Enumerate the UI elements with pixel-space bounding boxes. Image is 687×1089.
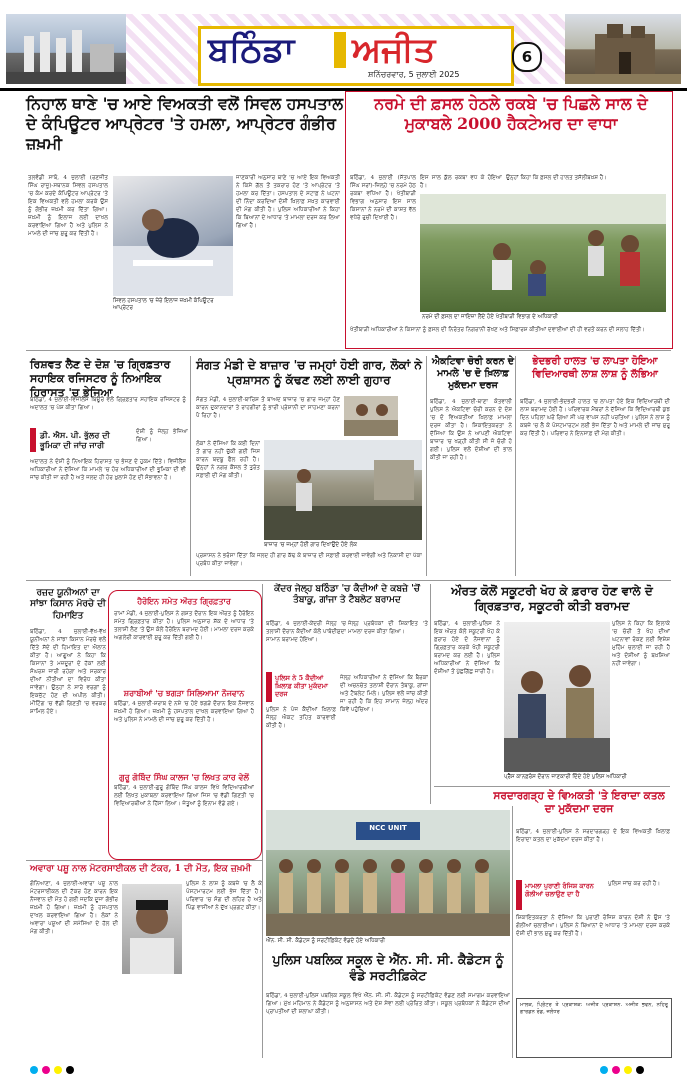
story9-body-left: ਪੁਲਿਸ ਨੇ ਪੰਜ ਕੈਦੀਆਂ ਖ਼ਿਲਾਫ਼ ਜੇਲ੍ਹ ਐਕਟ ਤਹਿਤ ਕਾਰਵਾਈ ਕੀਤੀ ਹੈ।	[266, 707, 336, 729]
col-divider-5	[430, 584, 431, 804]
cyan-mark	[30, 1066, 38, 1074]
story2-caption: ਨਰਮੇ ਦੀ ਫ਼ਸਲ ਦਾ ਜਾਇਜ਼ਾ ਲੈਂਦੇ ਹੋਏ ਖੇਤੀਬਾੜੀ ਵਿਭਾਗ ਦੇ ਅਧਿਕਾਰੀ	[422, 314, 558, 320]
story2-headline: ਨਰਮੇ ਦੀ ਫ਼ਸਲ ਹੇਠਲੇ ਰਕਬੇ 'ਚ ਪਿਛਲੇ ਸਾਲ ਦੇ ਮੁਕਾਬਲੇ 2000 ਹੈਕਟੇਅਰ ਦਾ ਵਾਧਾ	[374, 94, 648, 133]
power-plant-icon	[6, 14, 126, 84]
story13-headline: ਪੁਲਿਸ ਪਬਲਿਕ ਸਕੂਲ ਦੇ ਐੱਨ. ਸੀ. ਸੀ. ਕੈਡੇਟਸ ਨੂੰ ਵੰਡੇ ਸਰਟੀਫ਼ਿਕੇਟ	[272, 952, 504, 983]
masthead-photo-fort	[565, 14, 681, 84]
story8-body-1: ਰਾਮਾਂ ਮੰਡੀ, 4 ਜੁਲਾਈ-ਪੁਲਿਸ ਨੇ ਗਸ਼ਤ ਦੌਰਾਨ ਇਕ ਔਰਤ ਨੂੰ ਹੈਰੋਇਨ ਸਮੇਤ ਗ੍ਰਿਫ਼ਤਾਰ ਕੀਤਾ ਹੈ। ਪੁਲਿਸ ਅਨੁਸਾਰ ਸ਼ੱਕ ਦੇ ਆਧਾਰ 'ਤੇ ਤਲਾਸ਼ੀ ਲੈਣ 'ਤੇ ਉਸ ਕੋਲੋਂ ਹੈਰੋਇਨ ਬਰਾਮਦ ਹੋਈ। ਮਾਮਲਾ ਦਰਜ ਕਰਕੇ ਅਗਲੇਰੀ ਕਾਰਵਾਈ ਸ਼ੁਰੂ ਕਰ ਦਿੱਤੀ ਗਈ ਹੈ।	[114, 611, 254, 641]
story3-lead: ਬਠਿੰਡਾ, 4 ਜੁਲਾਈ-ਵਿਜੀਲੈਂਸ ਬਿਊਰੋ ਵਲੋਂ ਗ੍ਰਿਫ਼ਤਾਰ ਸਹਾਇਕ ਰਜਿਸਟਰ ਨੂੰ ਅਦਾਲਤ 'ਚ ਪੇਸ਼ ਕੀਤਾ ਗਿਆ।	[30, 397, 186, 411]
masthead-title-paper: ਅਜੀਤ	[352, 30, 436, 70]
magenta-mark-right	[612, 1066, 620, 1074]
story1-column-2: ਜਾਣਕਾਰੀ ਅਨੁਸਾਰ ਥਾਣੇ 'ਚ ਆਏ ਇਕ ਵਿਅਕਤੀ ਨੇ ਕਿਸੇ ਗੱਲ ਤੋਂ ਤਕਰਾਰ ਹੋਣ 'ਤੇ ਆਪ੍ਰੇਟਰ 'ਤੇ ਹਮਲਾ ਕਰ ਦਿੱਤਾ। ਹਸਪਤਾਲ ਦੇ ਸਟਾਫ਼ ਨੇ ਘਟਨਾ ਦੀ ਨਿੰਦਾ ਕਰਦਿਆਂ ਦੋਸ਼ੀ ਖ਼ਿਲਾਫ਼ ਸਖ਼ਤ ਕਾਰਵਾਈ ਦੀ ਮੰਗ ਕੀਤੀ ਹੈ। ਪੁਲਿਸ ਅਧਿਕਾਰੀਆਂ ਨੇ ਕਿਹਾ ਕਿ ਬਿਆਨਾਂ ਦੇ ਆਧਾਰ 'ਤੇ ਮਾਮਲਾ ਦਰਜ ਕਰ ਲਿਆ ਗਿਆ ਹੈ।	[236, 175, 340, 229]
story6-body: ਬਠਿੰਡਾ, 4 ਜੁਲਾਈ-ਭੇਦਭਰੀ ਹਾਲਤ 'ਚ ਲਾਪਤਾ ਹੋਏ ਇਕ ਵਿਦਿਆਰਥੀ ਦੀ ਲਾਸ਼ ਬਰਾਮਦ ਹੋਈ ਹੈ। ਪਰਿਵਾਰਕ ਮੈਂਬਰਾਂ ਨੇ ਦੱਸਿਆ ਕਿ ਵਿਦਿਆਰਥੀ ਕੁਝ ਦਿਨ ਪਹਿਲਾਂ ਘਰੋਂ ਗਿਆ ਸੀ ਪਰ ਵਾਪਸ ਨਹੀਂ ਪਰਤਿਆ। ਪੁਲਿਸ ਨੇ ਲਾਸ਼ ਨੂੰ ਕਬਜ਼ੇ 'ਚ ਲੈ ਕੇ ਪੋਸਟਮਾਰਟਮ ਲਈ ਭੇਜ ਦਿੱਤਾ ਹੈ ਅਤੇ ਮਾਮਲੇ ਦੀ ਜਾਂਚ ਸ਼ੁਰੂ ਕਰ ਦਿੱਤੀ ਹੈ। ਪਰਿਵਾਰ ਨੇ ਇਨਸਾਫ਼ ਦੀ ਮੰਗ ਕੀਤੀ।	[520, 399, 670, 437]
story8-headline: ਹੈਰੋਇਨ ਸਮੇਤ ਔਰਤ ਗ੍ਰਿਫ਼ਤਾਰ	[137, 596, 231, 606]
yellow-mark-right	[624, 1066, 632, 1074]
story9-headline: ਕੇਂਦਰ ਜੇਲ੍ਹ ਬਠਿੰਡਾ 'ਚ ਕੈਦੀਆਂ ਦੇ ਕਬਜ਼ੇ 'ਚੋਂ ਤੰਬਾਕੂ, ਗਾਂਜਾ ਤੇ ਟੈਬਲੇਟ ਬਰਾਮਦ	[274, 584, 420, 606]
story9-lead: ਬਠਿੰਡਾ, 4 ਜੁਲਾਈ-ਕੇਂਦਰੀ ਜੇਲ੍ਹ 'ਚ ਤਲਾਸ਼ੀ ਦੌਰਾਨ ਕੈਦੀਆਂ ਕੋਲੋਂ ਪਾਬੰਦੀਸ਼ੁਦਾ ਸਾਮਾਨ ਬਰਾਮਦ ਹੋਇਆ।	[266, 621, 346, 643]
story3-headline: ਰਿਸ਼ਵਤ ਲੈਣ ਦੇ ਦੋਸ਼ 'ਚ ਗ੍ਰਿਫ਼ਤਾਰ ਸਹਾਇਕ ਰਜਿਸਟਰ ਨੂੰ ਨਿਆਇਕ ਹਿਰਾਸਤ 'ਚ ਭੇਜਿਆ	[30, 358, 171, 399]
patient-photo-icon	[113, 176, 233, 296]
story10-caption: ਪ੍ਰੈੱਸ ਕਾਨਫ਼ਰੰਸ ਦੌਰਾਨ ਜਾਣਕਾਰੀ ਦਿੰਦੇ ਹੋਏ ਪੁਲਿਸ ਅਧਿਕਾਰੀ	[504, 774, 627, 780]
story4-body-left: ਲੋਕਾਂ ਨੇ ਦੱਸਿਆ ਕਿ ਕਈ ਦਿਨਾਂ ਤੋਂ ਗਾਰ ਨਹੀਂ ਚੁੱਕੀ ਗਈ ਜਿਸ ਕਾਰਨ ਬਦਬੂ ਫੈਲ ਰਹੀ ਹੈ। ਉਨ੍ਹਾਂ ਨੇ ਨਗਰ ਕੌਂਸਲ ਤੋਂ ਤੁਰੰਤ ਸਫ਼ਾਈ ਦੀ ਮੰਗ ਕੀਤੀ।	[196, 441, 260, 479]
row1-divider	[26, 350, 671, 351]
story8-sub3: ਗੁਰੂ ਗੋਬਿੰਦ ਸਿੰਘ ਕਾਲਜ 'ਚ ਲਿਖਤ ਕਾਰ ਵੇਲੋਂ	[119, 772, 249, 782]
magenta-mark	[42, 1066, 50, 1074]
story3-side-text: ਦੋਸ਼ੀ ਨੂੰ ਜੇਲ੍ਹ ਭੇਜਿਆ ਗਿਆ।	[136, 429, 188, 443]
story1-caption: ਸਿਵਲ ਹਸਪਤਾਲ 'ਚ ਜ਼ੇਰੇ ਇਲਾਜ ਜ਼ਖ਼ਮੀ ਕੰਪਿਊਟਰ ਆਪ੍ਰੇਟਰ	[113, 298, 214, 311]
col-divider-4	[262, 584, 263, 1058]
masthead	[0, 12, 687, 91]
fort-icon	[565, 14, 681, 84]
black-mark	[66, 1066, 74, 1074]
story11-subhead-box	[516, 880, 610, 910]
masthead-divider	[334, 32, 346, 68]
imprint-box	[516, 998, 672, 1058]
story10-photo-police	[504, 622, 610, 772]
imprint-text: ਮਾਲਕ, ਪ੍ਰਿੰਟਰ ਤੇ ਪ੍ਰਕਾਸ਼ਕ: ਅਜੀਤ ਪ੍ਰਕਾਸ਼ਨ. ਅਜੀਤ ਭਵਨ, ਨਹਿਰੂ ਗਾਰਡਨ ਰੋਡ, ਜਲੰਧਰ	[520, 1002, 668, 1015]
story7-body: ਬਠਿੰਡਾ, 4 ਜੁਲਾਈ-ਵੱਖ-ਵੱਖ ਯੂਨੀਅਨਾਂ ਨੇ ਸਾਂਝਾ ਕਿਸਾਨ ਮੋਰਚੇ ਵਲੋਂ ਦਿੱਤੇ ਸੱਦੇ ਦੀ ਹਿਮਾਇਤ ਦਾ ਐਲਾਨ ਕੀਤਾ ਹੈ। ਆਗੂਆਂ ਨੇ ਕਿਹਾ ਕਿ ਕਿਸਾਨਾਂ ਤੇ ਮਜ਼ਦੂਰਾਂ ਦੇ ਹੱਕਾਂ ਲਈ ਸੰਘਰਸ਼ ਜਾਰੀ ਰਹੇਗਾ ਅਤੇ ਸਰਕਾਰ ਦੀਆਂ ਨੀਤੀਆਂ ਦਾ ਵਿਰੋਧ ਕੀਤਾ ਜਾਵੇਗਾ। ਉਨ੍ਹਾਂ ਨੇ ਸਾਰੇ ਵਰਗਾਂ ਨੂੰ ਇਕਜੁੱਟ ਹੋਣ ਦੀ ਅਪੀਲ ਕੀਤੀ। ਮੀਟਿੰਗ 'ਚ ਵੱਡੀ ਗਿਣਤੀ 'ਚ ਵਰਕਰ ਸ਼ਾਮਿਲ ਹੋਏ।	[30, 629, 106, 715]
story1-photo-patient	[113, 176, 233, 296]
story2-bottom-text: ਖੇਤੀਬਾੜੀ ਅਧਿਕਾਰੀਆਂ ਨੇ ਕਿਸਾਨਾਂ ਨੂੰ ਫ਼ਸਲ ਦੀ ਨਿਰੰਤਰ ਨਿਗਰਾਨੀ ਰੱਖਣ ਅਤੇ ਸਿਫ਼ਾਰਸ਼ ਕੀਤੀਆਂ ਦਵਾਈਆਂ ਦੀ ਹੀ ਵਰਤੋਂ ਕਰਨ ਦੀ ਸਲਾਹ ਦਿੱਤੀ।	[350, 327, 645, 333]
story11-side: ਪੁਲਿਸ ਜਾਂਚ ਕਰ ਰਹੀ ਹੈ।	[608, 881, 661, 887]
story9-subhead-box	[266, 672, 342, 702]
story5-body: ਬਠਿੰਡਾ, 4 ਜੁਲਾਈ-ਥਾਣਾ ਕੋਤਵਾਲੀ ਪੁਲਿਸ ਨੇ ਐਕਟਿਵਾ ਚੋਰੀ ਕਰਨ ਦੇ ਦੋਸ਼ 'ਚ ਦੋ ਵਿਅਕਤੀਆਂ ਖ਼ਿਲਾਫ਼ ਮਾਮਲਾ ਦਰਜ ਕੀਤਾ ਹੈ। ਸ਼ਿਕਾਇਤਕਰਤਾ ਨੇ ਦੱਸਿਆ ਕਿ ਉਸ ਨੇ ਆਪਣੀ ਐਕਟਿਵਾ ਬਾਜ਼ਾਰ 'ਚ ਖੜ੍ਹੀ ਕੀਤੀ ਸੀ ਜੋ ਚੋਰੀ ਹੋ ਗਈ। ਪੁਲਿਸ ਵਲੋਂ ਦੋਸ਼ੀਆਂ ਦੀ ਭਾਲ ਕੀਤੀ ਜਾ ਰਹੀ ਹੈ।	[430, 399, 512, 461]
cotton-field-photo-icon	[420, 194, 666, 312]
story13-photo-ncc	[266, 810, 510, 936]
story2-photo-cotton-field	[420, 194, 666, 312]
page-number-badge: 6	[512, 42, 542, 72]
story6-headline: ਭੇਦਭਰੀ ਹਾਲਤ 'ਚ ਲਾਪਤਾ ਹੋਇਆ ਵਿਦਿਆਰਥੀ ਲਾਸ਼ ਲਾਸ਼ ਨੂੰ ਲੱਭਿਆ	[532, 356, 658, 380]
story4-body-bottom: ਪ੍ਰਸ਼ਾਸਨ ਨੇ ਭਰੋਸਾ ਦਿੱਤਾ ਕਿ ਜਲਦ ਹੀ ਗਾਰ ਕੱਢ ਕੇ ਬਾਜ਼ਾਰ ਦੀ ਸਫ਼ਾਈ ਕਰਵਾਈ ਜਾਵੇਗੀ ਅਤੇ ਨਿਕਾਸੀ ਦਾ ਪੱਕਾ ਪ੍ਰਬੰਧ ਕੀਤਾ ਜਾਵੇਗਾ।	[196, 553, 422, 567]
story10-body-left: ਬਠਿੰਡਾ, 4 ਜੁਲਾਈ-ਪੁਲਿਸ ਨੇ ਇਕ ਔਰਤ ਕੋਲੋਂ ਸਕੂਟਰੀ ਖੋਹ ਕੇ ਫ਼ਰਾਰ ਹੋਏ ਦੋ ਨੌਜਵਾਨਾਂ ਨੂੰ ਗ੍ਰਿਫ਼ਤਾਰ ਕਰਕੇ ਖੋਹੀ ਸਕੂਟਰੀ ਬਰਾਮਦ ਕਰ ਲਈ ਹੈ। ਪੁਲਿਸ ਅਧਿਕਾਰੀਆਂ ਨੇ ਦੱਸਿਆ ਕਿ ਦੋਸ਼ੀਆਂ ਤੋਂ ਪੁੱਛਗਿੱਛ ਜਾਰੀ ਹੈ।	[434, 621, 500, 675]
story9-subhead: ਪੁਲਿਸ ਨੇ 5 ਕੈਦੀਆਂ ਖ਼ਿਲਾਫ਼ ਕੀਤਾ ਮੁਕੱਦਮਾ ਦਰਜ	[275, 674, 328, 699]
story5-headline: ਐਕਟਿਵਾ ਚੋਰੀ ਕਰਨ ਦੇ ਮਾਮਲੇ 'ਚ ਦੋ ਖ਼ਿਲਾਫ਼ ਮੁਕੱਦਮਾ ਦਰਜ	[431, 356, 515, 391]
story12-photo-victim	[122, 884, 182, 974]
story8-body-2: ਬਠਿੰਡਾ, 4 ਜੁਲਾਈ-ਸ਼ਰਾਬ ਦੇ ਨਸ਼ੇ 'ਚ ਹੋਏ ਝਗੜੇ ਦੌਰਾਨ ਇਕ ਨੌਜਵਾਨ ਜ਼ਖ਼ਮੀ ਹੋ ਗਿਆ। ਜ਼ਖ਼ਮੀ ਨੂੰ ਹਸਪਤਾਲ ਦਾਖਲ ਕਰਵਾਇਆ ਗਿਆ ਹੈ ਅਤੇ ਪੁਲਿਸ ਨੇ ਮਾਮਲੇ ਦੀ ਜਾਂਚ ਸ਼ੁਰੂ ਕਰ ਦਿੱਤੀ ਹੈ।	[114, 701, 254, 723]
story12-body-right: ਪੁਲਿਸ ਨੇ ਲਾਸ਼ ਨੂੰ ਕਬਜ਼ੇ 'ਚ ਲੈ ਕੇ ਪੋਸਟਮਾਰਟਮ ਲਈ ਭੇਜ ਦਿੱਤਾ ਹੈ। ਪਰਿਵਾਰ 'ਚ ਸੋਗ ਦੀ ਲਹਿਰ ਹੈ ਅਤੇ ਪਿੰਡ ਵਾਸੀਆਂ ਨੇ ਦੁੱਖ ਪ੍ਰਗਟ ਕੀਤਾ।	[186, 881, 262, 911]
col-divider-6	[512, 806, 513, 1058]
masthead-date: ਸ਼ਨਿੱਚਰਵਾਰ, 5 ਜੁਲਾਈ 2025	[368, 70, 460, 79]
yellow-mark	[54, 1066, 62, 1074]
row2-divider	[26, 580, 671, 581]
story7-headline: ਰਜ਼ਦ ਯੂਨੀਅਨਾਂ ਦਾ ਸਾਂਝਾ ਕਿਸਾਨ ਮੋਰਚੇ ਦੀ ਹਿਮਾਇਤ	[30, 588, 106, 621]
story4-caption: ਬਾਜ਼ਾਰ 'ਚ ਜਮ੍ਹਾਂ ਹੋਈ ਗਾਰ ਦਿਖਾਉਂਦੇ ਹੋਏ ਲੋਕ	[264, 542, 358, 548]
story11-lead: ਬਠਿੰਡਾ, 4 ਜੁਲਾਈ-ਪੁਲਿਸ ਨੇ ਸਰਦਾਰਗੜ੍ਹ ਦੇ ਇਕ ਵਿਅਕਤੀ ਖ਼ਿਲਾਫ਼ ਇਰਾਦਾ ਕਤਲ ਦਾ ਮੁਕੱਦਮਾ ਦਰਜ ਕੀਤਾ ਹੈ।	[516, 829, 670, 843]
victim-portrait-icon	[122, 884, 182, 974]
story8-sub2: ਸ਼ਰਾਬੀਆਂ 'ਚ ਝਗੜਾ ਸਿਲਿਆਮਾ ਨੌਜਵਾਨ	[123, 688, 245, 698]
footer-print-marks	[0, 1066, 687, 1089]
story2-column-3: ਉਨ੍ਹਾਂ ਕਿਹਾ ਕਿ ਫ਼ਸਲ ਦੀ ਹਾਲਤ ਤਸੱਲੀਬਖ਼ਸ਼ ਹੈ।	[506, 175, 607, 181]
story3-subhead-box	[30, 428, 136, 452]
story9-lead-2: ਜੇਲ੍ਹ ਪ੍ਰਬੰਧਕਾਂ ਦੀ ਸ਼ਿਕਾਇਤ 'ਤੇ ਮਾਮਲਾ ਦਰਜ ਕੀਤਾ ਗਿਆ।	[348, 621, 428, 635]
police-press-photo-icon	[504, 622, 610, 772]
story4-lead: ਸੰਗਤ ਮੰਡੀ, 4 ਜੁਲਾਈ-ਬਾਰਿਸ਼ ਤੋਂ ਬਾਅਦ ਬਾਜ਼ਾਰ 'ਚ ਗਾਰ ਜਮ੍ਹਾਂ ਹੋਣ ਕਾਰਨ ਦੁਕਾਨਦਾਰਾਂ ਤੇ ਰਾਹਗੀਰਾਂ ਨੂੰ ਭਾਰੀ ਪ੍ਰੇਸ਼ਾਨੀ ਦਾ ਸਾਹਮਣਾ ਕਰਨਾ ਪੈ ਰਿਹਾ ਹੈ।	[196, 397, 340, 419]
story13-body: ਬਠਿੰਡਾ, 4 ਜੁਲਾਈ-ਪੁਲਿਸ ਪਬਲਿਕ ਸਕੂਲ ਵਿਖੇ ਐੱਨ. ਸੀ. ਸੀ. ਕੈਡੇਟਸ ਨੂੰ ਸਰਟੀਫ਼ਿਕੇਟ ਵੰਡਣ ਲਈ ਸਮਾਗਮ ਕਰਵਾਇਆ ਗਿਆ। ਮੁੱਖ ਮਹਿਮਾਨ ਨੇ ਕੈਡੇਟਸ ਨੂੰ ਅਨੁਸ਼ਾਸਨ ਅਤੇ ਦੇਸ਼ ਸੇਵਾ ਲਈ ਪ੍ਰੇਰਿਤ ਕੀਤਾ। ਸਕੂਲ ਪ੍ਰਬੰਧਕਾਂ ਨੇ ਕੈਡੇਟਸ ਦੀਆਂ ਪ੍ਰਾਪਤੀਆਂ ਦੀ ਸ਼ਲਾਘਾ ਕੀਤੀ।	[266, 993, 510, 1015]
ncc-banner-label: NCC UNIT	[369, 824, 407, 832]
story2-column-2: ਇਸ ਸਾਲ ਕੁੱਲ ਰਕਬਾ ਵਧ ਕੇ ਹੋਇਆ ਹੈ।	[420, 175, 502, 189]
story3-subhead: ਡੀ. ਐਸ. ਪੀ. ਭੁੱਲਰ ਦੀ ਭੂਮਿਕਾ ਦੀ ਜਾਂਚ ਜਾਰੀ	[40, 430, 110, 450]
story4-photo-silt	[264, 440, 422, 540]
story9-body: ਜੇਲ੍ਹ ਅਧਿਕਾਰੀਆਂ ਨੇ ਦੱਸਿਆ ਕਿ ਬੈਰਕਾਂ ਦੀ ਅਚਨਚੇਤ ਤਲਾਸ਼ੀ ਦੌਰਾਨ ਤੰਬਾਕੂ, ਗਾਂਜਾ ਅਤੇ ਟੈਬਲੇਟ ਮਿਲੇ। ਪੁਲਿਸ ਵਲੋਂ ਜਾਂਚ ਕੀਤੀ ਜਾ ਰਹੀ ਹੈ ਕਿ ਇਹ ਸਾਮਾਨ ਜੇਲ੍ਹ ਅੰਦਰ ਕਿਵੇਂ ਪਹੁੰਚਿਆ।	[340, 675, 428, 713]
col-divider-2	[426, 356, 427, 576]
story12-divider	[26, 860, 262, 861]
col-divider-3	[515, 356, 516, 576]
masthead-photo-power-plant	[6, 14, 126, 84]
story11-body: ਸ਼ਿਕਾਇਤਕਰਤਾ ਨੇ ਦੱਸਿਆ ਕਿ ਪੁਰਾਣੀ ਰੰਜਿਸ਼ ਕਾਰਨ ਦੋਸ਼ੀ ਨੇ ਉਸ 'ਤੇ ਗੋਲੀਆਂ ਚਲਾਈਆਂ। ਪੁਲਿਸ ਨੇ ਬਿਆਨਾਂ ਦੇ ਆਧਾਰ 'ਤੇ ਮਾਮਲਾ ਦਰਜ ਕਰਕੇ ਦੋਸ਼ੀ ਦੀ ਭਾਲ ਸ਼ੁਰੂ ਕਰ ਦਿੱਤੀ ਹੈ।	[516, 915, 670, 937]
story8-body-3: ਬਠਿੰਡਾ, 4 ਜੁਲਾਈ-ਗੁਰੂ ਗੋਬਿੰਦ ਸਿੰਘ ਕਾਲਜ ਵਿਖੇ ਵਿਦਿਆਰਥੀਆਂ ਲਈ ਲਿਖਤ ਮੁਕਾਬਲਾ ਕਰਵਾਇਆ ਗਿਆ ਜਿਸ 'ਚ ਵੱਡੀ ਗਿਣਤੀ 'ਚ ਵਿਦਿਆਰਥੀਆਂ ਨੇ ਹਿੱਸਾ ਲਿਆ। ਜੇਤੂਆਂ ਨੂੰ ਇਨਾਮ ਵੰਡੇ ਗਏ।	[114, 785, 254, 807]
story2-column-1: ਬਠਿੰਡਾ, 4 ਜੁਲਾਈ (ਸੱਤਪਾਲ ਸਿੰਘ ਸਰਾਂ)-ਜ਼ਿਲ੍ਹੇ 'ਚ ਨਰਮੇ ਹੇਠ ਰਕਬਾ ਵਧਿਆ ਹੈ। ਖੇਤੀਬਾੜੀ ਵਿਭਾਗ ਅਨੁਸਾਰ ਇਸ ਸਾਲ ਕਿਸਾਨਾਂ ਨੇ ਨਰਮੇ ਦੀ ਕਾਸ਼ਤ ਵੱਲ ਵਧੇਰੇ ਰੁਚੀ ਦਿਖਾਈ ਹੈ।	[350, 175, 416, 221]
story11-divider	[434, 786, 670, 787]
story12-headline: ਅਵਾਰਾ ਪਸ਼ੂ ਨਾਲ ਮੋਟਰਸਾਈਕਲ ਦੀ ਟੱਕਰ, 1 ਦੀ ਮੌਤ, ਇਕ ਜ਼ਖ਼ਮੀ	[30, 864, 252, 874]
print-strip	[0, 0, 687, 10]
story12-body-left: ਗੋਨਿਆਣਾ, 4 ਜੁਲਾਈ-ਅਵਾਰਾ ਪਸ਼ੂ ਨਾਲ ਮੋਟਰਸਾਈਕਲ ਦੀ ਟੱਕਰ ਹੋਣ ਕਾਰਨ ਇਕ ਨੌਜਵਾਨ ਦੀ ਮੌਤ ਹੋ ਗਈ ਜਦਕਿ ਦੂਜਾ ਗੰਭੀਰ ਜ਼ਖ਼ਮੀ ਹੋ ਗਿਆ। ਜ਼ਖ਼ਮੀ ਨੂੰ ਹਸਪਤਾਲ ਦਾਖਲ ਕਰਵਾਇਆ ਗਿਆ ਹੈ। ਲੋਕਾਂ ਨੇ ਅਵਾਰਾ ਪਸ਼ੂਆਂ ਦੀ ਸਮੱਸਿਆ ਦੇ ਹੱਲ ਦੀ ਮੰਗ ਕੀਤੀ।	[30, 881, 118, 935]
story10-headline: ਔਰਤ ਕੋਲੋਂ ਸਕੂਟਰੀ ਖੋਹ ਕੇ ਫ਼ਰਾਰ ਹੋਣ ਵਾਲੇ ਦੋ ਗ੍ਰਿਫ਼ਤਾਰ, ਸਕੂਟਰੀ ਕੀਤੀ ਬਰਾਮਦ	[451, 584, 653, 613]
masthead-title-city: ਬਠਿੰਡਾ	[208, 30, 295, 70]
story11-subhead: ਮਾਮਲਾ ਪੁਰਾਣੀ ਰੰਜਿਸ਼ ਕਾਰਨ ਗੋਲੀਆਂ ਚਲਾਉਣ ਦਾ ਹੈ	[525, 882, 594, 899]
story1-headline: ਨਿਹਾਲ ਥਾਣੇ 'ਚ ਆਏ ਵਿਅਕਤੀ ਵਲੋਂ ਸਿਵਲ ਹਸਪਤਾਲ ਦੇ ਕੰਪਿਊਟਰ ਆਪ੍ਰੇਟਰ 'ਤੇ ਹਮਲਾ, ਆਪ੍ਰੇਟਰ ਗੰਭੀਰ ਜ਼ਖ਼ਮੀ	[26, 94, 344, 153]
street-photo-icon	[344, 396, 398, 436]
story13-caption: ਐੱਨ. ਸੀ. ਸੀ. ਕੈਡੇਟਸ ਨੂੰ ਸਰਟੀਫ਼ਿਕੇਟ ਵੰਡਦੇ ਹੋਏ ਅਧਿਕਾਰੀ	[266, 938, 386, 944]
cyan-mark-right	[600, 1066, 608, 1074]
col-divider-1	[190, 356, 191, 576]
story4-headline: ਸੰਗਤ ਮੰਡੀ ਦੇ ਬਾਜ਼ਾਰ 'ਚ ਜਮ੍ਹਾਂ ਹੋਈ ਗਾਰ, ਲੋਕਾਂ ਨੇ ਪ੍ਰਸ਼ਾਸਨ ਨੂੰ ਕੱਢਣ ਲਈ ਲਾਈ ਗੁਹਾਰ	[196, 358, 422, 387]
silt-photo-icon	[264, 440, 422, 540]
black-mark-right	[636, 1066, 644, 1074]
story3-body: ਅਦਾਲਤ ਨੇ ਦੋਸ਼ੀ ਨੂੰ ਨਿਆਇਕ ਹਿਰਾਸਤ 'ਚ ਭੇਜਣ ਦੇ ਹੁਕਮ ਦਿੱਤੇ। ਵਿਜੀਲੈਂਸ ਅਧਿਕਾਰੀਆਂ ਨੇ ਦੱਸਿਆ ਕਿ ਮਾਮਲੇ 'ਚ ਹੋਰ ਅਧਿਕਾਰੀਆਂ ਦੀ ਭੂਮਿਕਾ ਦੀ ਵੀ ਜਾਂਚ ਕੀਤੀ ਜਾ ਰਹੀ ਹੈ ਅਤੇ ਜਲਦ ਹੀ ਹੋਰ ਖ਼ੁਲਾਸੇ ਹੋਣ ਦੀ ਸੰਭਾਵਨਾ ਹੈ।	[30, 459, 186, 481]
story1-column-1: ਤਲਵੰਡੀ ਸਾਬੋ, 4 ਜੁਲਾਈ (ਰਣਜੀਤ ਸਿੰਘ ਰਾਜੂ)-ਸਥਾਨਕ ਸਿਵਲ ਹਸਪਤਾਲ 'ਚ ਕੰਮ ਕਰਦੇ ਕੰਪਿਊਟਰ ਆਪ੍ਰੇਟਰ 'ਤੇ ਇਕ ਵਿਅਕਤੀ ਵਲੋਂ ਹਮਲਾ ਕਰਕੇ ਉਸ ਨੂੰ ਗੰਭੀਰ ਜ਼ਖ਼ਮੀ ਕਰ ਦਿੱਤਾ ਗਿਆ। ਜ਼ਖ਼ਮੀ ਨੂੰ ਇਲਾਜ ਲਈ ਦਾਖਲ ਕਰਵਾਇਆ ਗਿਆ ਹੈ ਅਤੇ ਪੁਲਿਸ ਨੇ ਮਾਮਲੇ ਦੀ ਜਾਂਚ ਸ਼ੁਰੂ ਕਰ ਦਿੱਤੀ ਹੈ।	[28, 175, 108, 237]
story11-headline: ਸਰਦਾਰਗੜ੍ਹ ਦੇ ਵਿਅਕਤੀ 'ਤੇ ਇਰਾਦਾ ਕਤਲ ਦਾ ਮੁਕੱਦਮਾ ਦਰਜ	[493, 790, 665, 816]
story10-body-right: ਪੁਲਿਸ ਨੇ ਕਿਹਾ ਕਿ ਇਲਾਕੇ 'ਚ ਚੋਰੀ ਤੇ ਖੋਹ ਦੀਆਂ ਘਟਨਾਵਾਂ ਰੋਕਣ ਲਈ ਵਿਸ਼ੇਸ਼ ਮੁਹਿੰਮ ਚਲਾਈ ਜਾ ਰਹੀ ਹੈ ਅਤੇ ਦੋਸ਼ੀਆਂ ਨੂੰ ਬਖ਼ਸ਼ਿਆ ਨਹੀਂ ਜਾਵੇਗਾ।	[612, 621, 670, 667]
story4-photo-small	[344, 396, 398, 436]
